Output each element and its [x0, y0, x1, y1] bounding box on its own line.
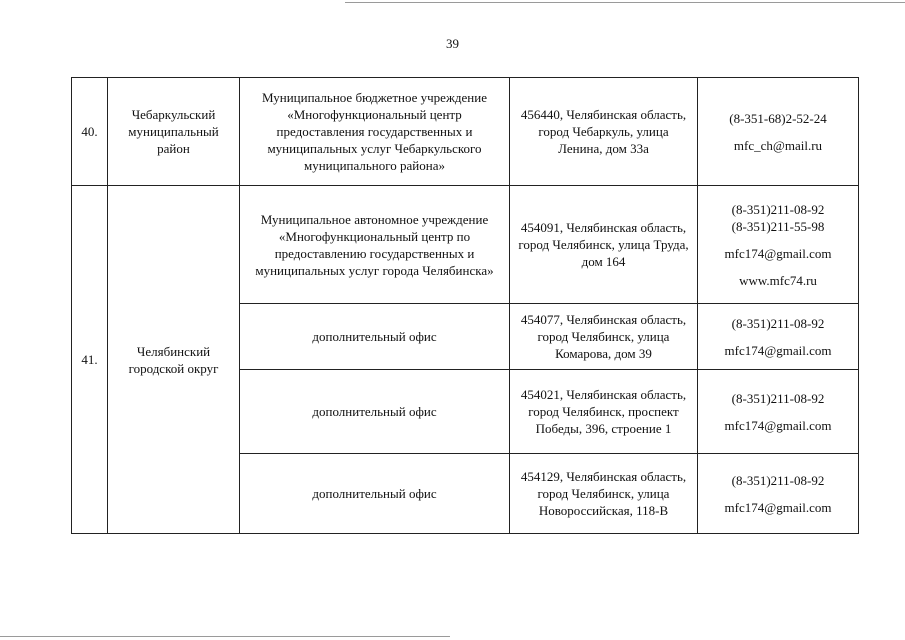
- page-number: 39: [446, 36, 459, 51]
- address-cell: [510, 454, 698, 534]
- address-cell: [510, 78, 698, 186]
- row-number-cell: [72, 78, 108, 186]
- contacts-cell: [698, 304, 859, 370]
- office-name-cell: [240, 370, 510, 454]
- office-name-cell: [240, 78, 510, 186]
- header-rule: [345, 2, 905, 3]
- office-name-cell: [240, 454, 510, 534]
- office-name-cell: [240, 304, 510, 370]
- office-address: 456440, Челябинская область, город Чебаркуль, улица Ленина, дом 33а: [520, 107, 687, 156]
- phone-number: (8-351)211-55-98: [731, 218, 825, 234]
- phone-number: (8-351)211-08-92: [731, 315, 825, 331]
- email-link[interactable]: mfc174@gmail.com: [724, 499, 832, 515]
- mfc-table: [71, 77, 859, 534]
- phone-number: (8-351-68)2-52-24: [729, 110, 827, 126]
- email-link[interactable]: mfc174@gmail.com: [724, 245, 832, 261]
- contacts-cell: [698, 454, 859, 534]
- municipality-cell: [108, 78, 240, 186]
- office-name-cell: [240, 186, 510, 304]
- office-name: Муниципальное автономное учреждение «Многофункциональный центр по предоставлению государственных и муниципальных услуг города Челябинска»: [255, 211, 494, 278]
- email-link[interactable]: mfc_ch@mail.ru: [733, 137, 823, 153]
- municipality-name: Челябинский городской округ: [128, 343, 219, 376]
- table-row-40: [72, 78, 859, 186]
- row-number: 41.: [81, 352, 98, 367]
- office-address: 454077, Челябинская область, город Челябинск, улица Комарова, дом 39: [520, 312, 687, 361]
- contacts-cell: [698, 78, 859, 186]
- address-cell: [510, 186, 698, 304]
- office-name: Муниципальное бюджетное учреждение «Многофункциональный центр предоставления государственных и муниципальных услуг Чебаркульского муниципального района»: [262, 90, 487, 173]
- email-link[interactable]: mfc174@gmail.com: [724, 417, 832, 433]
- office-address: 454091, Челябинская область, город Челябинск, улица Труда, дом 164: [518, 220, 689, 269]
- row-number-cell: [72, 186, 108, 534]
- table-row-41: [72, 186, 859, 304]
- office-name: дополнительный офис: [312, 404, 437, 419]
- row-number: 40.: [81, 124, 98, 139]
- municipality-cell: [108, 186, 240, 534]
- office-name: дополнительный офис: [312, 486, 437, 501]
- email-link[interactable]: mfc174@gmail.com: [724, 342, 832, 358]
- office-name: дополнительный офис: [312, 329, 437, 344]
- phone-number: (8-351)211-08-92: [731, 201, 825, 217]
- municipality-name: Чебаркульский муниципальный район: [128, 107, 219, 156]
- contacts-cell: [698, 370, 859, 454]
- contacts-cell: [698, 186, 859, 304]
- office-address: 454129, Челябинская область, город Челябинск, улица Новороссийская, 118-В: [520, 469, 687, 518]
- phone-number: (8-351)211-08-92: [731, 472, 825, 488]
- address-cell: [510, 370, 698, 454]
- phone-number: (8-351)211-08-92: [731, 390, 825, 406]
- website-link[interactable]: www.mfc74.ru: [739, 272, 817, 288]
- office-address: 454021, Челябинская область, город Челябинск, проспект Победы, 396, строение 1: [520, 387, 687, 436]
- address-cell: [510, 304, 698, 370]
- footer-rule: [0, 636, 450, 637]
